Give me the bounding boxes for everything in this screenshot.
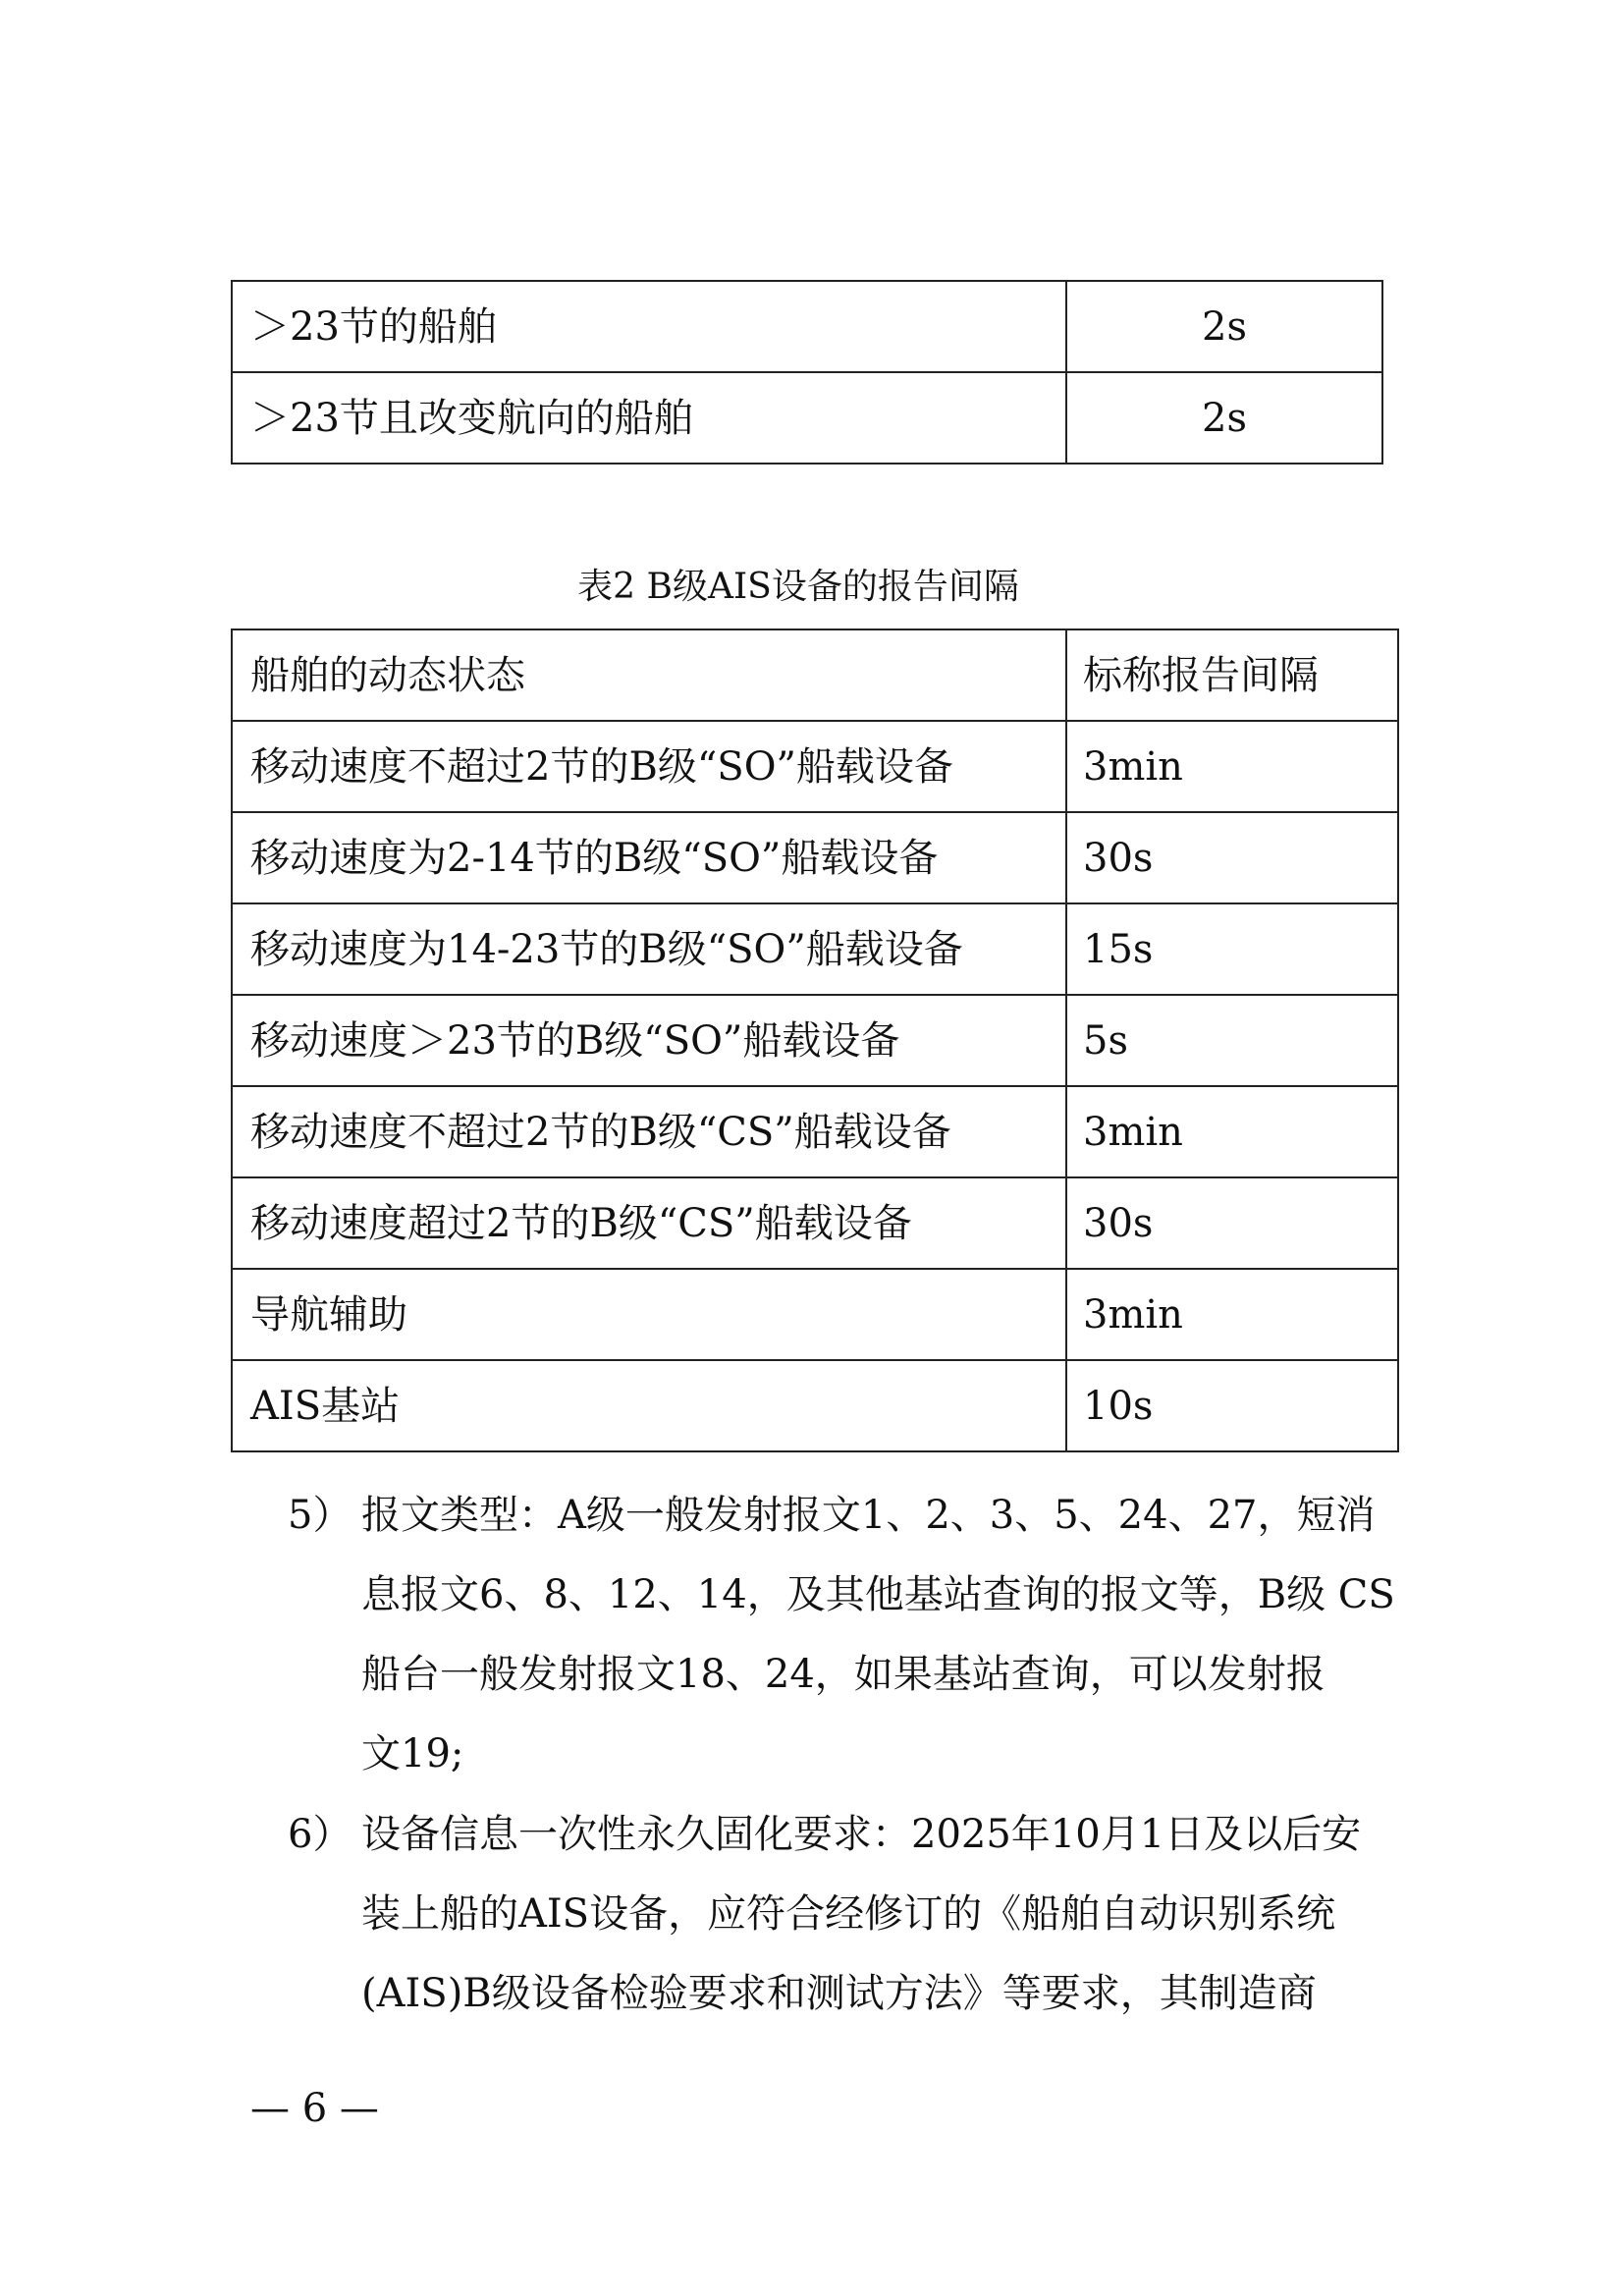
paragraph-5 [288, 1476, 1427, 1794]
paragraph-line: 装上船的AIS设备，应符合经修订的《船舶自动识别系统 [361, 1891, 1336, 1937]
paragraph-line: 船台一般发射报文18、24，如果基站查询，可以发射报 [361, 1652, 1325, 1697]
table-cell-state: ＞23节且改变航向的船舶 [232, 372, 1066, 464]
table-cell-interval: 15s [1066, 903, 1398, 995]
paragraph-line: 文19; [361, 1731, 464, 1777]
table-row [232, 903, 1398, 995]
table-cell-state: 移动速度超过2节的B级“CS”船载设备 [232, 1177, 1066, 1269]
table-cell-interval: 3min [1066, 721, 1398, 812]
table-row [232, 1086, 1398, 1177]
table-cell-state: 移动速度不超过2节的B级“CS”船载设备 [232, 1086, 1066, 1177]
table-row [232, 1269, 1398, 1360]
table-cell-state: AIS基站 [232, 1360, 1066, 1451]
table-cell-interval: 30s [1066, 1177, 1398, 1269]
paragraph-text: 报文类型：A级一般发射报文1、2、3、5、24、27，短消 [361, 1493, 1376, 1538]
table-row [232, 995, 1398, 1086]
paragraph-line: 息报文6、8、12、14，及其他基站查询的报文等，B级 CS [361, 1572, 1395, 1617]
paragraph-text: 设备信息一次性永久固化要求：2025年10月1日及以后安 [361, 1812, 1362, 1857]
table-2-caption: 表2 B级AIS设备的报告间隔 [577, 567, 1019, 607]
table-row [232, 1360, 1398, 1451]
table-header-interval: 标称报告间隔 [1066, 629, 1398, 721]
table-header-row [232, 629, 1398, 721]
paragraph-6 [288, 1795, 1427, 2034]
table-cell-state: 移动速度不超过2节的B级“SO”船载设备 [232, 721, 1066, 812]
list-number: 5） [288, 1493, 352, 1538]
table-cell-state: 移动速度＞23节的B级“SO”船载设备 [232, 995, 1066, 1086]
table-cell-state: ＞23节的船舶 [232, 281, 1066, 372]
list-number: 6） [288, 1812, 352, 1857]
table-cell-interval: 2s [1066, 372, 1382, 464]
table-cell-state: 移动速度为2-14节的B级“SO”船载设备 [232, 812, 1066, 903]
table-header-state: 船舶的动态状态 [232, 629, 1066, 721]
paragraph-line [288, 1795, 1427, 1875]
table-cell-state: 导航辅助 [232, 1269, 1066, 1360]
page-number: — 6 — [250, 2086, 379, 2131]
table-cell-state: 移动速度为14-23节的B级“SO”船载设备 [232, 903, 1066, 995]
table-cell-interval: 2s [1066, 281, 1382, 372]
table-2 [231, 629, 1399, 1452]
table-cell-interval: 5s [1066, 995, 1398, 1086]
table-row [232, 1177, 1398, 1269]
table-row [232, 812, 1398, 903]
paragraph-line [288, 1476, 1427, 1556]
table-cell-interval: 10s [1066, 1360, 1398, 1451]
table-row [232, 721, 1398, 812]
table-row [232, 281, 1382, 372]
table-row [232, 372, 1382, 464]
table-cell-interval: 30s [1066, 812, 1398, 903]
table-cell-interval: 3min [1066, 1086, 1398, 1177]
table-cell-interval: 3min [1066, 1269, 1398, 1360]
table-1 [231, 280, 1383, 465]
paragraph-line: (AIS)B级设备检验要求和测试方法》等要求，其制造商 [361, 1971, 1317, 2016]
